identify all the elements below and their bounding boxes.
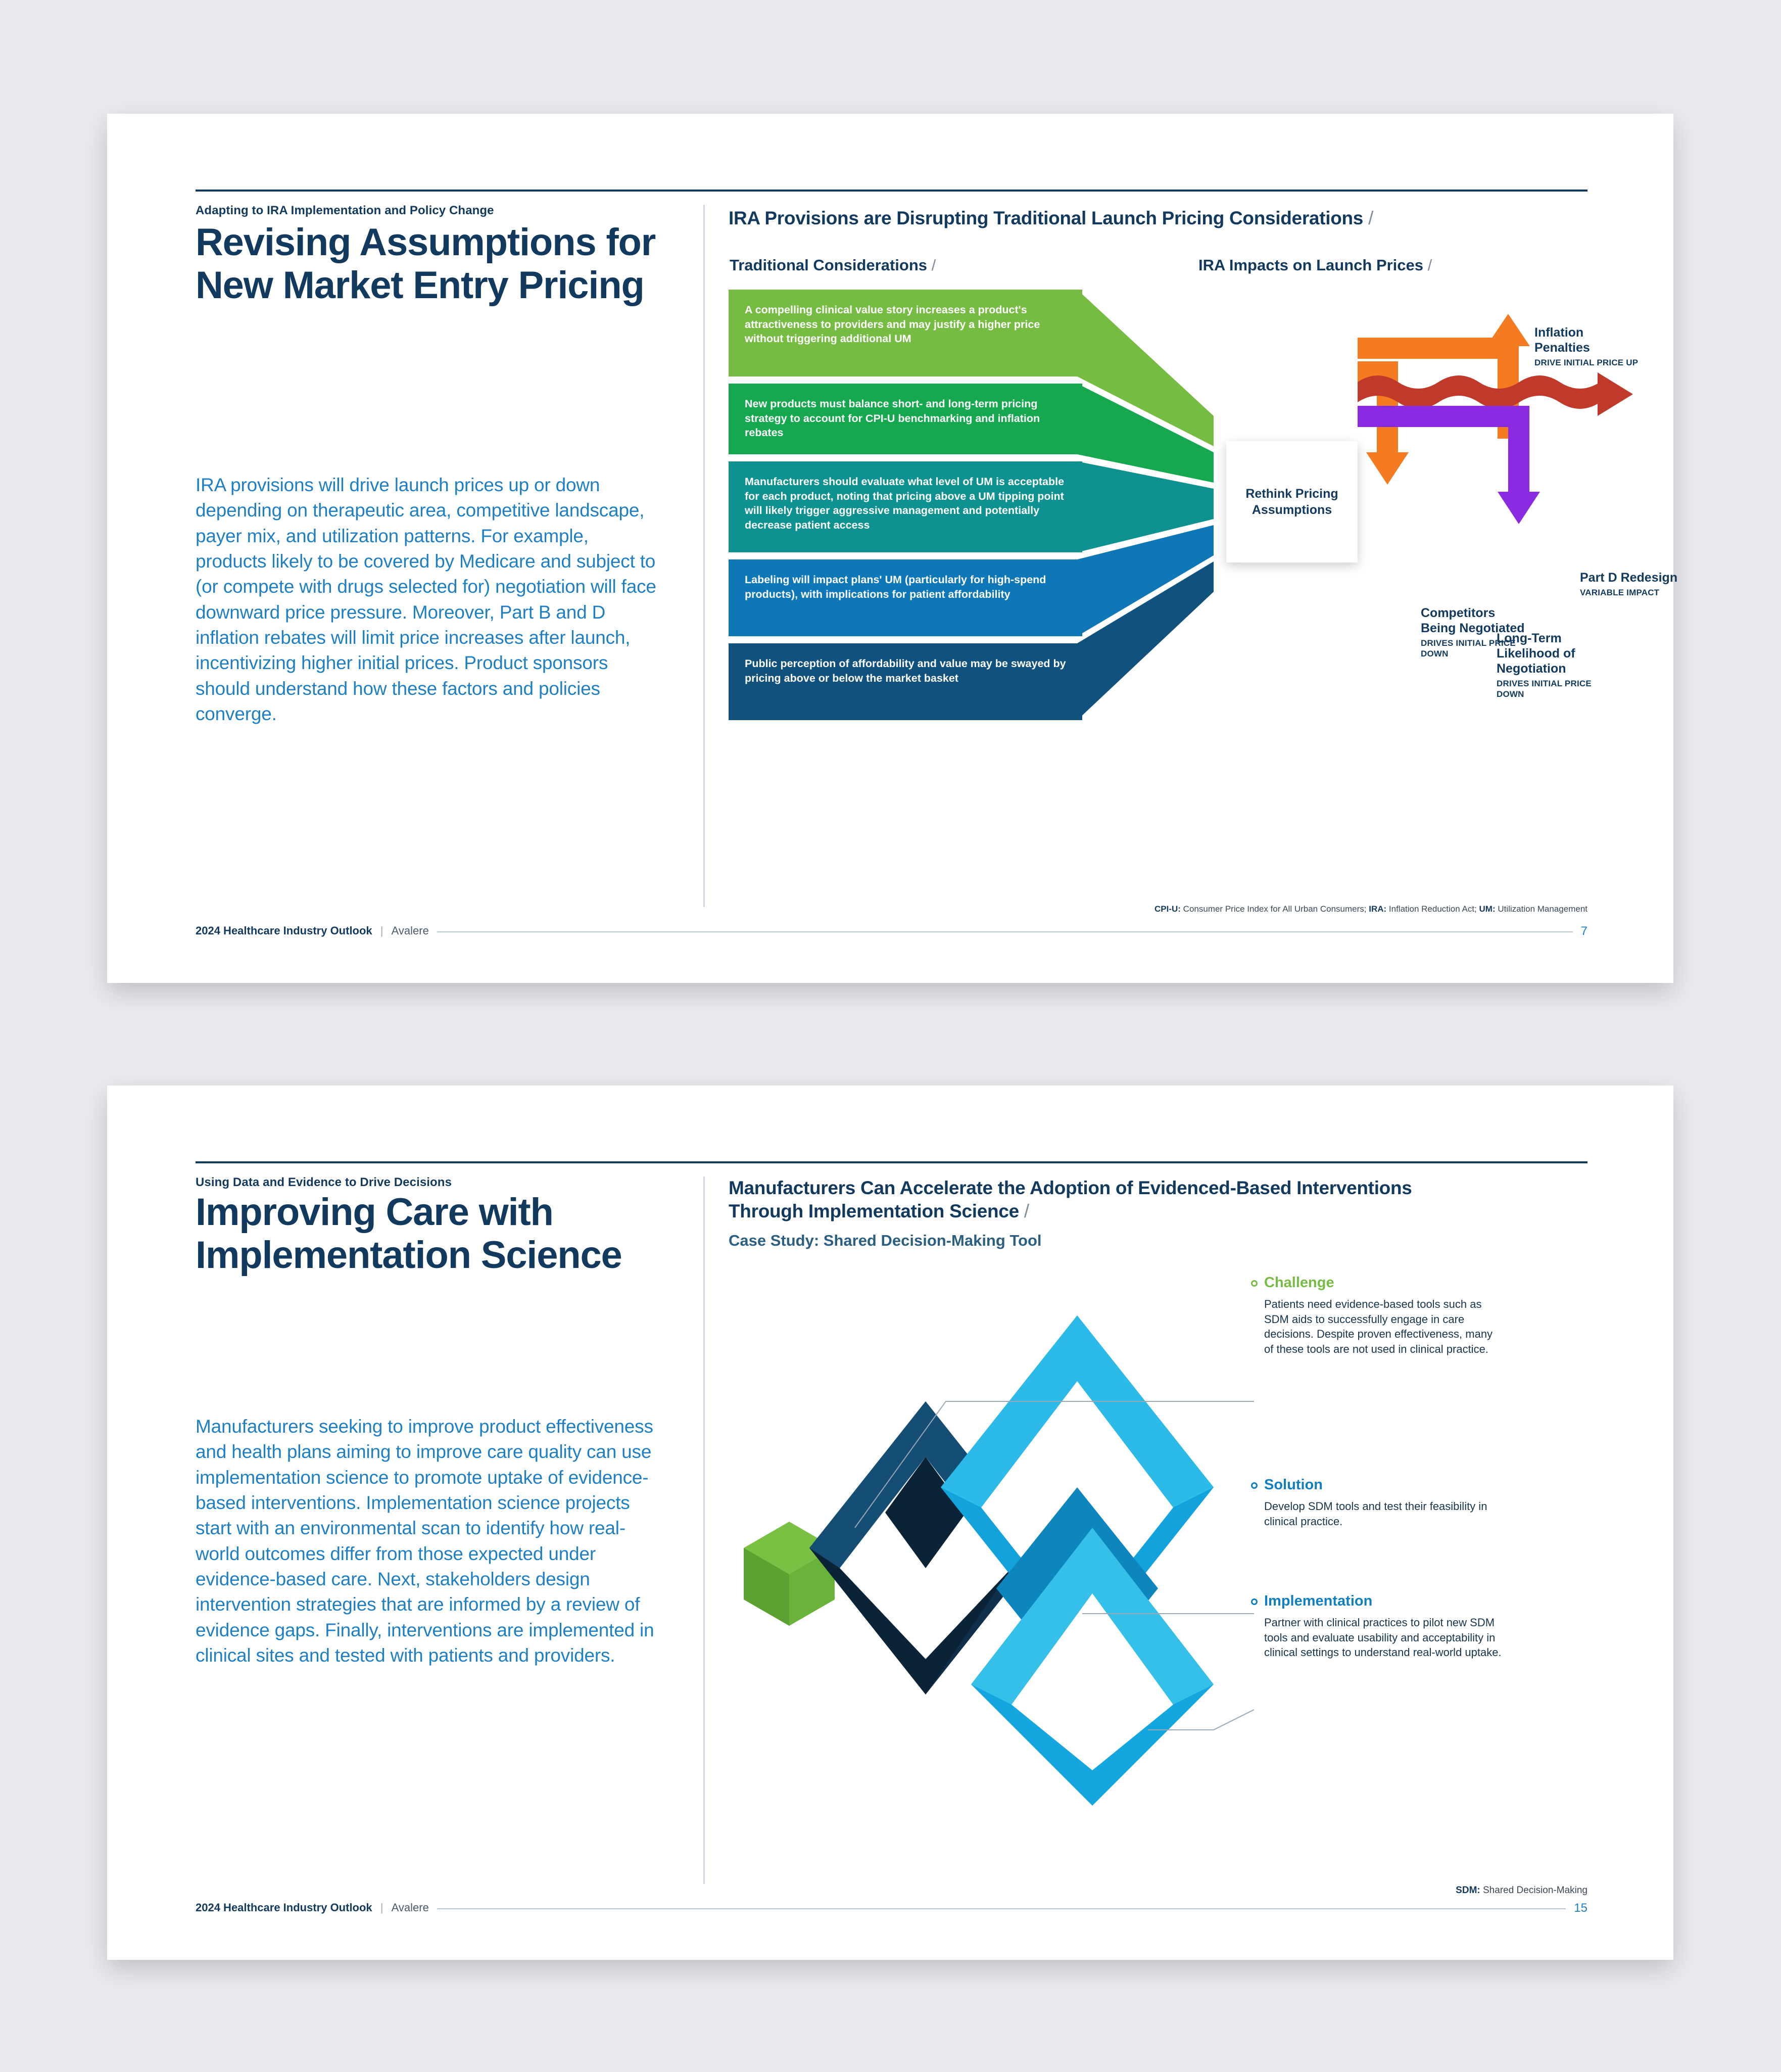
slide1-flow-diagram (729, 290, 1678, 856)
callout-solution-heading: Solution (1264, 1477, 1502, 1493)
callout-challenge-heading: Challenge (1264, 1275, 1502, 1291)
band-pricing-strategy: New products must balance short- and long-term pricing strategy to account for CPI-U benchmarking and inflation rebates (729, 384, 1082, 454)
page-number: 7 (1573, 924, 1587, 938)
slide1-eyebrow: Adapting to IRA Implementation and Policy Change (196, 204, 494, 217)
slide2-source-note: SDM: Shared Decision-Making (1456, 1885, 1587, 1896)
impact-sub-competitors: DRIVES INITIAL PRICE DOWN (1421, 638, 1516, 658)
slide-revising-assumptions (107, 114, 1678, 983)
callout-solution (1264, 1477, 1502, 1529)
footer-label (196, 1901, 437, 1914)
callout-implementation (1264, 1593, 1502, 1660)
band-clinical-value: A compelling clinical value story increases a product's attractiveness to providers and may justify a higher price without triggering additional UM (729, 290, 1082, 376)
bullet-dot-icon (1251, 1280, 1258, 1287)
slide1-footer (196, 921, 1587, 941)
slide1-panel-title (729, 208, 1587, 229)
slide2-footer (196, 1898, 1587, 1918)
hub-rethink-pricing-assumptions: Rethink Pricing Assumptions (1226, 441, 1358, 562)
impact-label-inflation-penalties: Inflation Penalties DRIVE INITIAL PRICE UP (1534, 325, 1641, 368)
impact-sub-long-term: DRIVES INITIAL PRICE DOWN (1497, 679, 1592, 699)
slide2-panel-subtitle: Case Study: Shared Decision-Making Tool (729, 1231, 1042, 1249)
page-number: 15 (1566, 1901, 1587, 1915)
slide1-panel-title-text: IRA Provisions are Disrupting Traditional Launch Pricing Considerations (729, 208, 1364, 228)
callout-challenge (1264, 1275, 1502, 1357)
impact-label-long-term-likelihood: Long-Term Likelihood of Negotiation DRIVES INITIAL PRICE DOWN (1497, 631, 1605, 699)
slide2-page-title: Improving Care with Implementation Science (196, 1191, 622, 1277)
impact-label-competitors-being-negotiated: Competitors Being Negotiated DRIVES INITIAL PRICE DOWN (1421, 605, 1527, 659)
callout-challenge-body: Patients need evidence-based tools such as SDM aids to successfully engage in care decisions. Despite proven effectiveness, many of these tools are not used in clinical practice. (1264, 1298, 1493, 1355)
impact-label-part-d-redesign: Part D Redesign VARIABLE IMPACT (1580, 570, 1681, 598)
slash-mark: / (1024, 1201, 1029, 1222)
slide2-panel-title (729, 1176, 1486, 1223)
infinity-cube-graphic (729, 1265, 1587, 1831)
slash-mark: / (1368, 208, 1374, 228)
column-heading-traditional: Traditional Considerations / (730, 256, 936, 274)
footer-brand: Avalere (391, 1901, 429, 1914)
slide1-vertical-divider (703, 205, 705, 907)
footer-label (196, 924, 437, 937)
slide1-column-headings (729, 256, 1587, 276)
footer-separator: | (380, 924, 383, 937)
band-um-evaluation: Manufacturers should evaluate what level of UM is acceptable for each product, noting that pricing above a UM tipping point will likely trigger aggressive management and potentially decrease patient access (729, 461, 1082, 552)
bullet-dot-icon (1251, 1598, 1258, 1605)
slide2-right-panel (729, 1176, 1587, 1831)
slide1-right-panel (729, 208, 1678, 856)
slide2-eyebrow: Using Data and Evidence to Drive Decisions (196, 1175, 452, 1189)
footer-separator: | (380, 1901, 383, 1914)
callout-implementation-body: Partner with clinical practices to pilot new SDM tools and evaluate usability and acceptability in clinical settings to understand real-world uptake. (1264, 1616, 1502, 1659)
footer-brand: Avalere (391, 924, 429, 937)
slide-implementation-science (107, 1086, 1673, 1960)
slash-mark: / (931, 256, 936, 274)
slide2-panel-title-text: Manufacturers Can Accelerate the Adoption of Evidenced-Based Interventions Through Implementation Science (729, 1178, 1412, 1222)
slide1-body-copy: IRA provisions will drive launch prices up or down depending on therapeutic area, competitive landscape, payer mix, and utilization patterns. For example, products likely to be covered by Medicare and subject to (or compete with drugs selected for) negotiation will face downward price pressure. Moreover, Part B and D inflation rebates will limit price increases after launch, incentivizing higher initial prices. Product sponsors should understand how these factors and policies converge. (196, 475, 656, 724)
band-labeling-um: Labeling will impact plans' UM (particularly for high-spend products), with implications for patient affordability (729, 559, 1082, 636)
slide1-page-title: Revising Assumptions for New Market Entry Pricing (196, 221, 656, 307)
callout-implementation-heading: Implementation (1264, 1593, 1502, 1610)
slide1-source-note: CPI-U: Consumer Price Index for All Urban Consumers; IRA: Inflation Reduction Act; UM: Utilization Management (1154, 904, 1587, 914)
footer-title: 2024 Healthcare Industry Outlook (196, 924, 372, 937)
column-heading-ira-impacts: IRA Impacts on Launch Prices / (1198, 256, 1432, 274)
band-public-perception: Public perception of affordability and value may be swayed by pricing above or below the market basket (729, 643, 1082, 720)
callout-solution-body: Develop SDM tools and test their feasibility in clinical practice. (1264, 1500, 1487, 1528)
header-rule (196, 1161, 1587, 1163)
impact-sub-part-d: VARIABLE IMPACT (1580, 588, 1660, 597)
slide2-vertical-divider (703, 1176, 705, 1884)
slash-mark: / (1427, 256, 1432, 274)
impact-sub-inflation: DRIVE INITIAL PRICE UP (1534, 358, 1639, 367)
bullet-dot-icon (1251, 1482, 1258, 1489)
slide2-body-copy: Manufacturers seeking to improve product effectiveness and health plans aiming to improve care quality can use implementation science to promote uptake of evidence-based interventions. Implementation science projects start with an environmental scan to identify how real-world outcomes differ from those expected under evidence-based care. Next, stakeholders design intervention strategies that are informed by a review of evidence gaps. Finally, interventions are implemented in clinical sites and tested with patients and providers. (196, 1416, 654, 1666)
header-rule (196, 190, 1587, 192)
footer-title: 2024 Healthcare Industry Outlook (196, 1901, 372, 1914)
